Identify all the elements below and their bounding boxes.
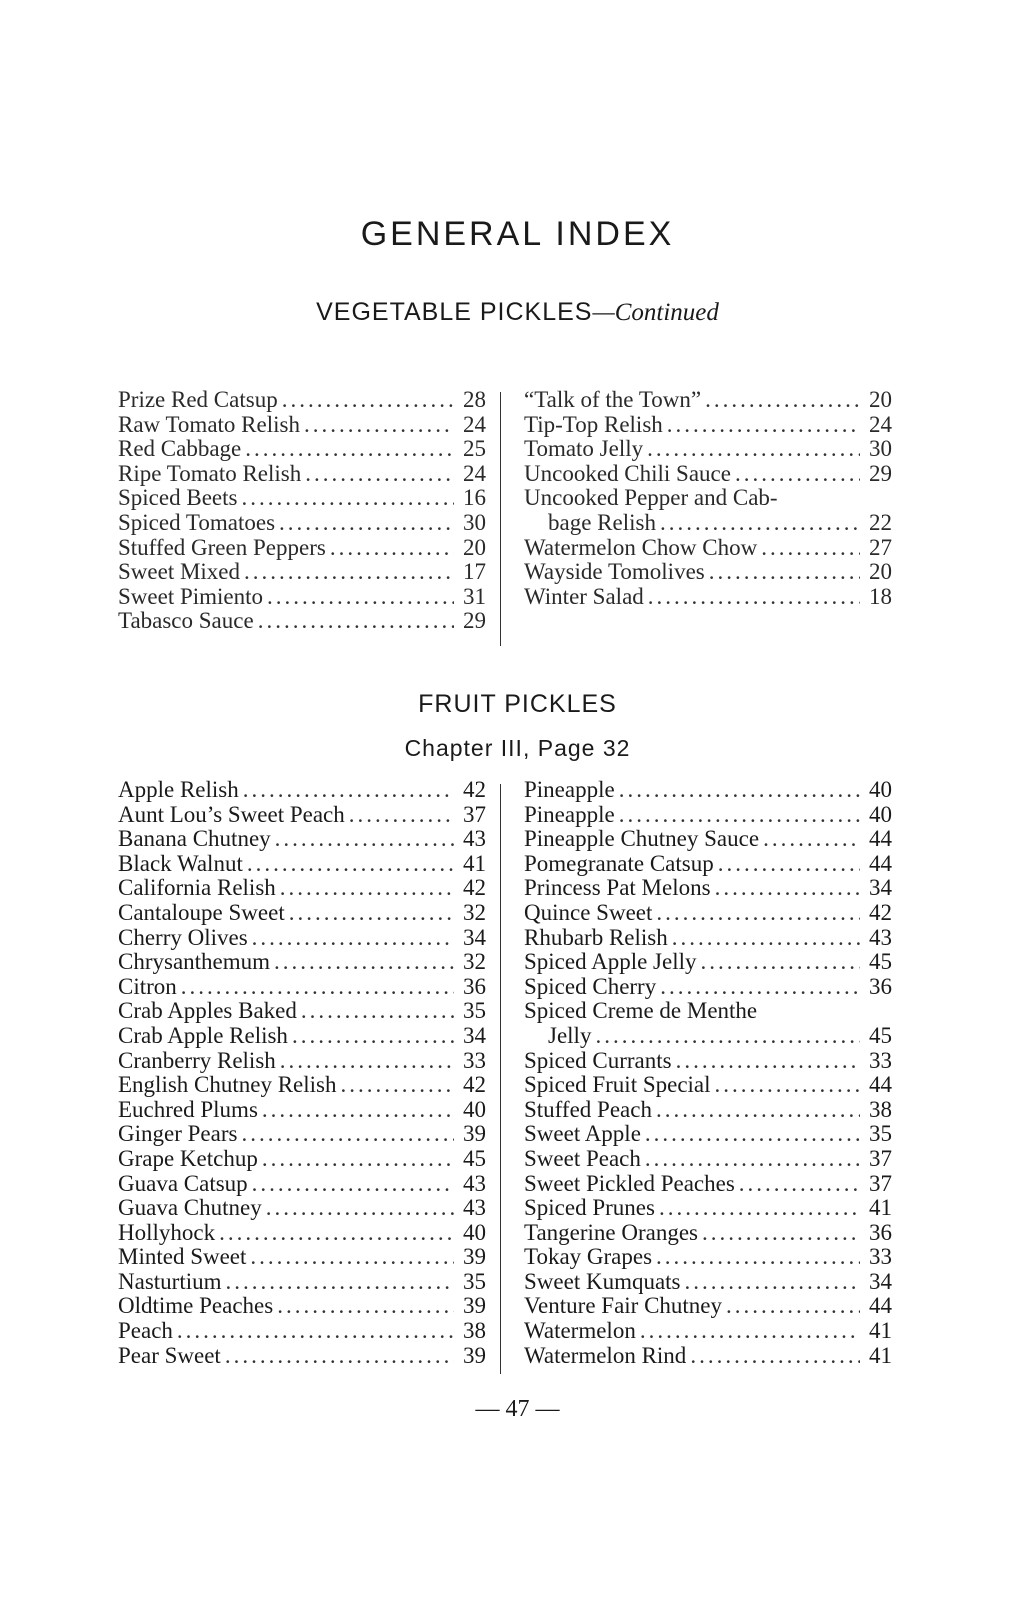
index-entry-page: 39: [463, 1121, 486, 1147]
index-entry-name: Grape Ketchup: [118, 1145, 258, 1171]
dot-leader: [656, 901, 860, 926]
index-entry-page: 24: [869, 411, 892, 437]
index-entry-name: bage Relish: [548, 509, 656, 535]
index-entry-page: 41: [869, 1318, 892, 1344]
index-entry: [118, 852, 486, 877]
index-entry-name: Spiced Currants: [524, 1047, 672, 1073]
index-entry-name: Spiced Beets: [118, 485, 238, 511]
index-entry: [118, 511, 486, 536]
dot-leader: [262, 1098, 454, 1123]
index-entry: [524, 1172, 892, 1197]
index-entry: [524, 1049, 892, 1074]
index-entry: [524, 999, 892, 1024]
index-entry-name: Sweet Pickled Peaches: [524, 1170, 735, 1196]
index-entry: [118, 585, 486, 610]
index-entry-page: 39: [463, 1244, 486, 1270]
dot-leader: [685, 1270, 860, 1295]
index-entry-page: 30: [463, 509, 486, 535]
index-entry-page: 40: [463, 1219, 486, 1245]
index-entry: [524, 437, 892, 462]
index-entry-page: 24: [463, 411, 486, 437]
index-entry-page: 44: [869, 826, 892, 852]
index-entry-name: Red Cabbage: [118, 436, 242, 462]
index-entry-name: Pomegranate Catsup: [524, 850, 714, 876]
dot-leader: [735, 462, 860, 487]
dot-leader: [262, 1147, 454, 1172]
vegetable-index-right-column: [524, 388, 892, 609]
index-entry: [118, 1073, 486, 1098]
index-entry-page: 44: [869, 1072, 892, 1098]
dot-leader: [700, 950, 860, 975]
index-entry: [524, 1073, 892, 1098]
index-entry: [524, 1221, 892, 1246]
index-entry-name: Winter Salad: [524, 583, 644, 609]
index-entry-name: Stuffed Peach: [524, 1096, 652, 1122]
column-divider: [500, 784, 501, 1374]
index-entry: [118, 1024, 486, 1049]
vegetable-index-left-column: [118, 388, 486, 634]
index-entry: [524, 585, 892, 610]
index-entry-name: Pear Sweet: [118, 1342, 221, 1368]
dot-leader: [330, 536, 454, 561]
index-entry-name: California Relish: [118, 875, 276, 901]
index-entry-page: 18: [869, 583, 892, 609]
index-entry: [118, 1147, 486, 1172]
index-entry-name: Ginger Pears: [118, 1121, 238, 1147]
index-entry: [524, 1024, 892, 1049]
index-entry-name: Sweet Peach: [524, 1145, 641, 1171]
index-entry-name: Pineapple: [524, 801, 615, 827]
index-entry-name: Banana Chutney: [118, 826, 271, 852]
index-entry: [524, 1122, 892, 1147]
index-entry-page: 38: [463, 1318, 486, 1344]
index-entry-name: Spiced Creme de Menthe: [524, 998, 758, 1024]
index-entry: [118, 388, 486, 413]
index-entry: [118, 413, 486, 438]
index-entry-page: 36: [869, 1219, 892, 1245]
index-entry: [118, 462, 486, 487]
index-entry-page: 37: [463, 801, 486, 827]
index-entry-page: 43: [463, 1195, 486, 1221]
index-entry: [524, 1245, 892, 1270]
index-entry-page: 37: [869, 1170, 892, 1196]
dot-leader: [709, 560, 860, 585]
index-entry: [118, 560, 486, 585]
index-entry: [118, 876, 486, 901]
index-entry: [524, 827, 892, 852]
index-entry: [524, 778, 892, 803]
fruit-index-left-column: [118, 778, 486, 1368]
index-entry-page: 27: [869, 534, 892, 560]
index-entry: [524, 1344, 892, 1369]
dot-leader: [656, 1245, 860, 1270]
index-entry-page: 36: [463, 973, 486, 999]
dot-leader: [761, 536, 860, 561]
index-entry-name: Spiced Fruit Special: [524, 1072, 711, 1098]
index-entry: [524, 950, 892, 975]
index-entry-name: Cherry Olives: [118, 924, 248, 950]
index-entry-page: 42: [463, 875, 486, 901]
index-entry-page: 33: [869, 1047, 892, 1073]
index-entry-page: 24: [463, 460, 486, 486]
dot-leader: [280, 876, 454, 901]
index-entry: [524, 876, 892, 901]
dot-leader: [275, 827, 454, 852]
index-entry-name: Sweet Apple: [524, 1121, 641, 1147]
vegetable-section-title: [0, 298, 1035, 327]
dot-leader: [645, 1122, 860, 1147]
index-entry: [524, 536, 892, 561]
dot-leader: [177, 1319, 454, 1344]
index-entry-page: 39: [463, 1342, 486, 1368]
index-entry: [118, 926, 486, 951]
dot-leader: [241, 486, 454, 511]
index-entry-page: 45: [869, 949, 892, 975]
index-entry-page: 44: [869, 850, 892, 876]
index-entry: [118, 778, 486, 803]
index-entry-page: 20: [869, 387, 892, 412]
page-number: — 47 —: [475, 1396, 560, 1422]
dot-leader: [660, 975, 860, 1000]
index-entry-page: 41: [463, 850, 486, 876]
dot-leader: [247, 852, 454, 877]
dot-leader: [640, 1319, 860, 1344]
index-entry-name: Tip-Top Relish: [524, 411, 663, 437]
index-entry: [118, 950, 486, 975]
dot-leader: [645, 1147, 860, 1172]
dot-leader: [647, 437, 860, 462]
index-entry-name: Sweet Mixed: [118, 559, 241, 585]
index-entry-page: 40: [463, 1096, 486, 1122]
index-entry: [118, 1049, 486, 1074]
dot-leader: [304, 413, 454, 438]
index-entry: [524, 1294, 892, 1319]
vegetable-section-title-text: VEGETABLE PICKLES: [316, 298, 593, 326]
index-entry-name: Chrysanthemum: [118, 949, 271, 975]
index-entry: [118, 486, 486, 511]
index-entry-page: 34: [869, 875, 892, 901]
index-entry-name: Minted Sweet: [118, 1244, 247, 1270]
dot-leader: [305, 462, 454, 487]
index-entry: [118, 1344, 486, 1369]
index-entry-name: Hollyhock: [118, 1219, 216, 1245]
index-entry-page: 17: [463, 559, 486, 585]
dot-leader: [280, 1049, 454, 1074]
index-entry: [118, 803, 486, 828]
index-entry-page: 40: [869, 777, 892, 802]
index-entry-page: 29: [869, 460, 892, 486]
dot-leader: [277, 1294, 454, 1319]
index-entry-name: Quince Sweet: [524, 899, 653, 925]
dot-leader: [289, 901, 454, 926]
index-entry-name: Raw Tomato Relish: [118, 411, 300, 437]
dot-leader: [676, 1049, 860, 1074]
index-entry: [118, 1122, 486, 1147]
index-entry-name: Crab Apple Relish: [118, 1022, 288, 1048]
index-entry-name: Ripe Tomato Relish: [118, 460, 302, 486]
dot-leader: [702, 1221, 860, 1246]
index-entry-page: 39: [463, 1293, 486, 1319]
index-entry: [524, 901, 892, 926]
index-entry-name: Venture Fair Chutney: [524, 1293, 723, 1319]
dot-leader: [258, 609, 454, 634]
index-entry: [524, 1270, 892, 1295]
index-entry-name: Wayside Tomolives: [524, 559, 705, 585]
index-entry-name: Prize Red Catsup: [118, 387, 278, 412]
index-entry-name: Tangerine Oranges: [524, 1219, 699, 1245]
dot-leader: [715, 876, 860, 901]
index-entry-name: Sweet Kumquats: [524, 1268, 681, 1294]
index-entry-page: 16: [463, 485, 486, 511]
index-entry: [118, 1172, 486, 1197]
index-entry-page: 35: [463, 1268, 486, 1294]
index-entry-name: Citron: [118, 973, 177, 999]
index-entry-name: Jelly: [548, 1022, 592, 1048]
index-entry-page: 33: [869, 1244, 892, 1270]
index-entry: [118, 536, 486, 561]
dot-leader: [226, 1270, 455, 1295]
fruit-section-subtitle: Chapter III, Page 32: [404, 735, 631, 761]
index-entry-name: Apple Relish: [118, 777, 239, 802]
index-entry: [524, 926, 892, 951]
dot-leader: [763, 827, 860, 852]
dot-leader: [726, 1294, 860, 1319]
index-entry: [118, 1245, 486, 1270]
page-title: GENERAL INDEX: [360, 214, 675, 253]
index-entry: [118, 437, 486, 462]
index-entry-page: 25: [463, 436, 486, 462]
index-entry-name: Watermelon Rind: [524, 1342, 687, 1368]
index-entry-name: Uncooked Pepper and Cab-: [524, 485, 778, 511]
column-divider: [500, 392, 501, 646]
fruit-section-title: FRUIT PICKLES: [418, 690, 617, 718]
index-entry-name: Spiced Tomatoes: [118, 509, 276, 535]
dot-leader: [619, 778, 860, 803]
index-entry: [524, 803, 892, 828]
index-entry-name: Princess Pat Melons: [524, 875, 711, 901]
index-entry-page: 41: [869, 1195, 892, 1221]
dot-leader: [267, 585, 454, 610]
index-entry-name: Cantaloupe Sweet: [118, 899, 285, 925]
dot-leader: [274, 950, 454, 975]
index-entry: [524, 560, 892, 585]
index-entry: [524, 1147, 892, 1172]
index-entry-name: Euchred Plums: [118, 1096, 258, 1122]
index-entry-name: Tokay Grapes: [524, 1244, 653, 1270]
index-entry-page: 42: [463, 1072, 486, 1098]
index-entry: [118, 1098, 486, 1123]
index-entry: [524, 1319, 892, 1344]
index-entry: [118, 1196, 486, 1221]
index-entry: [524, 1098, 892, 1123]
index-entry-page: 42: [869, 899, 892, 925]
dot-leader: [245, 437, 454, 462]
index-entry: [524, 413, 892, 438]
index-entry-name: English Chutney Relish: [118, 1072, 337, 1098]
dot-leader: [705, 388, 860, 413]
index-entry-name: Aunt Lou’s Sweet Peach: [118, 801, 345, 827]
index-entry-name: Uncooked Chili Sauce: [524, 460, 731, 486]
index-entry-name: Peach: [118, 1318, 173, 1344]
dot-leader: [715, 1073, 860, 1098]
index-entry-page: 38: [869, 1096, 892, 1122]
index-entry-page: 43: [463, 826, 486, 852]
index-entry-name: Pineapple: [524, 777, 615, 802]
index-entry-page: 43: [463, 1170, 486, 1196]
index-entry-page: 40: [869, 801, 892, 827]
index-entry-name: Spiced Prunes: [524, 1195, 655, 1221]
index-entry-name: Tomato Jelly: [524, 436, 644, 462]
index-entry-page: 34: [463, 1022, 486, 1048]
dot-leader: [656, 1098, 860, 1123]
index-entry-page: 34: [463, 924, 486, 950]
dot-leader: [718, 852, 860, 877]
index-entry-name: Pineapple Chutney Sauce: [524, 826, 760, 852]
index-entry-name: Oldtime Peaches: [118, 1293, 274, 1319]
dot-leader: [252, 926, 454, 951]
index-entry-name: Spiced Apple Jelly: [524, 949, 697, 975]
index-entry-page: 29: [463, 608, 486, 634]
index-entry-name: Black Walnut: [118, 850, 243, 876]
index-entry-page: 20: [463, 534, 486, 560]
dot-leader: [595, 1024, 860, 1049]
dot-leader: [225, 1344, 454, 1369]
index-entry-name: Rhubarb Relish: [524, 924, 668, 950]
index-entry-page: 45: [869, 1022, 892, 1048]
index-entry: [118, 999, 486, 1024]
index-entry: [118, 609, 486, 634]
index-entry-page: 36: [869, 973, 892, 999]
dot-leader: [301, 999, 454, 1024]
index-entry-page: 35: [463, 998, 486, 1024]
index-entry-name: Spiced Cherry: [524, 973, 657, 999]
index-entry: [118, 975, 486, 1000]
dot-leader: [252, 1172, 454, 1197]
index-entry-page: 33: [463, 1047, 486, 1073]
index-entry: [118, 901, 486, 926]
index-entry-name: Sweet Pimiento: [118, 583, 264, 609]
dot-leader: [619, 803, 860, 828]
dot-leader: [349, 803, 454, 828]
dot-leader: [244, 560, 454, 585]
fruit-index-right-column: [524, 778, 892, 1368]
dot-leader: [219, 1221, 454, 1246]
index-entry-page: 37: [869, 1145, 892, 1171]
dot-leader: [648, 585, 860, 610]
index-entry-page: 30: [869, 436, 892, 462]
index-entry-page: 34: [869, 1268, 892, 1294]
dot-leader: [292, 1024, 454, 1049]
index-entry: [118, 1294, 486, 1319]
index-entry: [524, 486, 892, 511]
dot-leader: [739, 1172, 860, 1197]
dot-leader: [690, 1344, 860, 1369]
dot-leader: [341, 1073, 455, 1098]
index-entry-name: Nasturtium: [118, 1268, 222, 1294]
index-entry: [118, 1221, 486, 1246]
dot-leader: [279, 511, 454, 536]
index-entry: [524, 975, 892, 1000]
index-entry-name: “Talk of the Town”: [524, 387, 702, 412]
index-entry-page: 41: [869, 1342, 892, 1368]
index-entry-name: Crab Apples Baked: [118, 998, 297, 1024]
index-entry-page: 43: [869, 924, 892, 950]
dot-leader: [250, 1245, 454, 1270]
dot-leader: [243, 778, 454, 803]
index-entry: [524, 388, 892, 413]
index-entry: [118, 827, 486, 852]
dot-leader: [659, 1196, 860, 1221]
index-entry-name: Guava Catsup: [118, 1170, 248, 1196]
index-entry: [118, 1319, 486, 1344]
index-entry-page: 22: [869, 509, 892, 535]
dot-leader: [181, 975, 454, 1000]
dot-leader: [282, 388, 454, 413]
index-entry-page: 20: [869, 559, 892, 585]
index-entry-page: 42: [463, 777, 486, 802]
index-entry: [118, 1270, 486, 1295]
index-entry-name: Stuffed Green Peppers: [118, 534, 326, 560]
dot-leader: [660, 511, 860, 536]
index-entry-page: 31: [463, 583, 486, 609]
index-entry-page: 44: [869, 1293, 892, 1319]
index-entry: [524, 1196, 892, 1221]
index-entry-name: Watermelon Chow Chow: [524, 534, 758, 560]
dot-leader: [266, 1196, 454, 1221]
index-entry-name: Tabasco Sauce: [118, 608, 254, 634]
index-entry: [524, 511, 892, 536]
index-entry-page: 45: [463, 1145, 486, 1171]
index-entry: [524, 852, 892, 877]
index-entry-page: 35: [869, 1121, 892, 1147]
index-entry-name: Cranberry Relish: [118, 1047, 276, 1073]
index-entry-page: 32: [463, 949, 486, 975]
index-entry-page: 32: [463, 899, 486, 925]
dot-leader: [241, 1122, 454, 1147]
dot-leader: [672, 926, 860, 951]
index-entry: [524, 462, 892, 487]
index-entry-page: 28: [463, 387, 486, 412]
vegetable-section-title-suffix: —Continued: [592, 299, 719, 326]
index-entry-name: Guava Chutney: [118, 1195, 262, 1221]
index-entry-name: Watermelon: [524, 1318, 636, 1344]
dot-leader: [667, 413, 860, 438]
